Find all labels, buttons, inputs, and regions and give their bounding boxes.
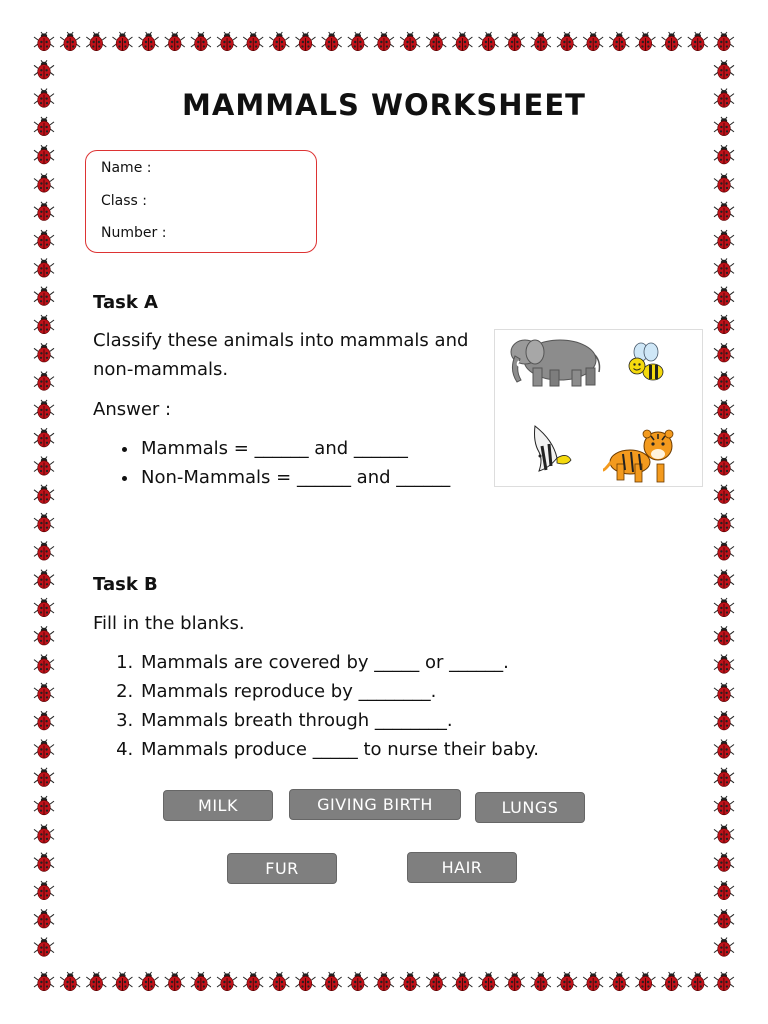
ladybug-icon (34, 824, 54, 843)
ladybug-icon (269, 972, 289, 991)
ladybug-icon (479, 32, 499, 51)
ladybug-icon (635, 972, 655, 991)
ladybug-icon (191, 32, 211, 51)
ladybug-icon (165, 32, 185, 51)
angelfish-icon (535, 426, 572, 471)
ladybug-icon (400, 32, 420, 51)
word-card-fur[interactable]: FUR (227, 853, 337, 884)
tiger-icon (603, 430, 673, 482)
ladybug-icon (714, 570, 734, 589)
animal-pictures (494, 329, 703, 487)
word-card-lungs[interactable]: LUNGS (475, 792, 585, 823)
ladybug-icon (714, 740, 734, 759)
ladybug-icon (714, 258, 734, 277)
ladybug-icon (714, 513, 734, 532)
ladybug-icon (34, 541, 54, 560)
ladybug-icon (34, 881, 54, 900)
ladybug-icon (217, 972, 237, 991)
ladybug-icon (165, 972, 185, 991)
ladybug-icon (269, 32, 289, 51)
word-card-giving-birth[interactable]: GIVING BIRTH (289, 789, 461, 820)
ladybug-icon (583, 972, 603, 991)
ladybug-icon (34, 570, 54, 589)
student-info-box (85, 150, 317, 253)
ladybug-icon (714, 60, 734, 79)
ladybug-icon (531, 972, 551, 991)
ladybug-icon (452, 32, 472, 51)
ladybug-icon (34, 428, 54, 447)
ladybug-icon (714, 372, 734, 391)
ladybug-icon (34, 32, 54, 51)
ladybug-icon (322, 32, 342, 51)
ladybug-icon (505, 32, 525, 51)
ladybug-icon (714, 796, 734, 815)
task-a-instruction-line2: non-mammals. (93, 359, 229, 380)
ladybug-icon (34, 457, 54, 476)
ladybug-icon (86, 972, 106, 991)
ladybug-icon (112, 972, 132, 991)
ladybug-icon (714, 457, 734, 476)
ladybug-icon (34, 230, 54, 249)
ladybug-icon (714, 428, 734, 447)
ladybug-icon (479, 972, 499, 991)
ladybug-icon (714, 174, 734, 193)
ladybug-icon (714, 626, 734, 645)
ladybug-icon (505, 972, 525, 991)
ladybug-icon (34, 796, 54, 815)
number-field-label: Number : (101, 225, 167, 241)
ladybug-icon (714, 881, 734, 900)
word-card-hair[interactable]: HAIR (407, 852, 517, 883)
ladybug-icon (714, 598, 734, 617)
ladybug-icon (34, 258, 54, 277)
ladybug-icon (557, 32, 577, 51)
ladybug-icon (34, 683, 54, 702)
ladybug-icon (714, 145, 734, 164)
ladybug-icon (452, 972, 472, 991)
list-item: 1. Mammals are covered by _____ or ______. (139, 648, 659, 677)
ladybug-icon (374, 32, 394, 51)
ladybug-icon (322, 972, 342, 991)
ladybug-icon (714, 655, 734, 674)
ladybug-icon (426, 32, 446, 51)
ladybug-icon (34, 174, 54, 193)
ladybug-icon (34, 938, 54, 957)
ladybug-icon (400, 972, 420, 991)
ladybug-icon (34, 626, 54, 645)
name-field-label: Name : (101, 160, 152, 176)
ladybug-icon (348, 972, 368, 991)
bee-icon (629, 343, 663, 380)
ladybug-icon (34, 768, 54, 787)
ladybug-icon (217, 32, 237, 51)
ladybug-icon (296, 972, 316, 991)
ladybug-icon (60, 32, 80, 51)
ladybug-icon (34, 287, 54, 306)
ladybug-icon (34, 400, 54, 419)
ladybug-icon (426, 972, 446, 991)
ladybug-icon (583, 32, 603, 51)
ladybug-icon (609, 32, 629, 51)
ladybug-icon (714, 485, 734, 504)
ladybug-icon (34, 145, 54, 164)
class-field-label: Class : (101, 192, 147, 209)
ladybug-icon (714, 683, 734, 702)
ladybug-icon (662, 972, 682, 991)
task-b-heading: Task B (93, 574, 158, 595)
task-b-question-list (108, 648, 659, 764)
ladybug-icon (296, 32, 316, 51)
ladybug-icon (34, 598, 54, 617)
ladybug-icon (557, 972, 577, 991)
ladybug-icon (191, 972, 211, 991)
ladybug-icon (714, 32, 734, 51)
ladybug-icon (714, 343, 734, 362)
ladybug-icon (714, 711, 734, 730)
ladybug-icon (112, 32, 132, 51)
ladybug-icon (243, 32, 263, 51)
ladybug-icon (34, 485, 54, 504)
list-item: 2. Mammals reproduce by ________. (139, 677, 659, 706)
list-item: • Non-Mammals = ______ and ______ (139, 463, 499, 492)
task-a-answer-list (108, 434, 499, 492)
ladybug-icon (714, 972, 734, 991)
list-item: 3. Mammals breath through ________. (139, 706, 659, 735)
ladybug-icon (34, 315, 54, 334)
ladybug-icon (86, 32, 106, 51)
ladybug-icon (34, 853, 54, 872)
ladybug-icon (34, 343, 54, 362)
ladybug-icon (688, 32, 708, 51)
ladybug-icon (139, 972, 159, 991)
ladybug-icon (714, 824, 734, 843)
list-item: 4. Mammals produce _____ to nurse their baby. (139, 735, 659, 764)
ladybug-icon (34, 711, 54, 730)
ladybug-icon (714, 938, 734, 957)
ladybug-icon (374, 972, 394, 991)
task-b-instruction: Fill in the blanks. (93, 613, 245, 634)
ladybug-icon (531, 32, 551, 51)
ladybug-icon (34, 202, 54, 221)
ladybug-icon (34, 372, 54, 391)
ladybug-icon (714, 202, 734, 221)
worksheet-title: MAMMALS WORKSHEET (182, 88, 586, 122)
task-a-instruction-line1: Classify these animals into mammals and (93, 330, 469, 351)
ladybug-icon (34, 740, 54, 759)
ladybug-icon (34, 655, 54, 674)
ladybug-icon (34, 513, 54, 532)
ladybug-icon (688, 972, 708, 991)
answer-label: Answer : (93, 399, 172, 420)
ladybug-icon (714, 315, 734, 334)
ladybug-icon (714, 287, 734, 306)
ladybug-icon (139, 32, 159, 51)
ladybug-icon (34, 909, 54, 928)
ladybug-icon (714, 400, 734, 419)
ladybug-icon (714, 853, 734, 872)
ladybug-icon (714, 768, 734, 787)
ladybug-icon (714, 909, 734, 928)
ladybug-icon (34, 60, 54, 79)
ladybug-icon (348, 32, 368, 51)
ladybug-icon (34, 972, 54, 991)
list-item: • Mammals = ______ and ______ (139, 434, 499, 463)
word-card-milk[interactable]: MILK (163, 790, 273, 821)
ladybug-icon (243, 972, 263, 991)
ladybug-icon (662, 32, 682, 51)
ladybug-icon (609, 972, 629, 991)
elephant-icon (511, 340, 600, 386)
ladybug-icon (714, 541, 734, 560)
ladybug-icon (714, 230, 734, 249)
ladybug-icon (60, 972, 80, 991)
ladybug-icon (635, 32, 655, 51)
task-a-heading: Task A (93, 292, 158, 313)
